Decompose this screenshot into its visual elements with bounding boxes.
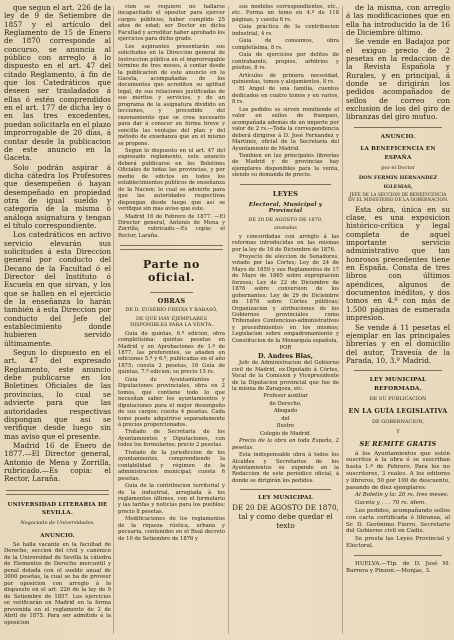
paragraph: Artículos de primera necesidad, quinientas, tomos y alojamientos, 8 rs. (232, 72, 339, 85)
paragraph: Madrid 16 de Enero de 1877.—El Director general, Antonio de Mena y Zorrilla, rubricado.—Es copia: el Rector, Laraña. (4, 440, 111, 484)
price-line: Gaceta y . . . 70 rs. idem. (355, 500, 426, 507)
column-1 (4, 4, 111, 636)
paragraph: Los pedidos, acompañando sellos con carta certificada ó libranza, al Sr. D. Gerónimo Fierro, Secretario del Gobierno civil en Cádiz. (346, 508, 450, 535)
paragraph: y concordadas con arreglo á las reformas introducidas en las mismas por la ley de 16 de Diciembre de 1876. (232, 233, 339, 253)
paragraph: Esta obra, única en su clase, es una exposicion histórico-crítica y legal completa de aquel importante servicio administrativo que tan honrosos precedentes tiene en España. Consta de tres libros con últimos apéndices, algunos de documentos inéditos, y dos tomos en 4.º con más de 1.500 páginas de esmerada impresion. (346, 204, 450, 323)
divider (6, 490, 109, 495)
leyes-anotadas: anotadas (274, 225, 297, 232)
paragraph: Se presta las Leyes Provincial y Electoral. (346, 536, 450, 549)
paragraph: de la misma, con arreglo á las modificaciones que en ella ha introducido la de 16 de Diciembre último. (346, 4, 450, 38)
price-line: Precio de la obra en toda España, 2 pesetas. (232, 438, 339, 451)
divider (150, 292, 193, 293)
paragraph: Guia de Ayuntamientos y Diputaciones provinciales, obra en 2 tomos, que contiene todo lo que necesitan saber los ayuntamientos y diputaciones para el mejor desempeño de sus cargos; cuesta 4 pesetas. Cada tomo puede adquirirse separadamente á precios proporcionados. (118, 376, 225, 429)
column-divider (113, 6, 114, 634)
paragraph: Tambien en las principales librerías de Madrid y de provincias hay ejemplares disponibles para la venta, siendo su demanda de precio. (232, 152, 339, 179)
leyes-date: DE 20 DE AGOSTO DE 1870, (248, 216, 323, 223)
y-line: Y (396, 428, 400, 435)
paragraph: Guía de ejercicios por delitos de contrabando, propios, arbitrios y pósitos, 8 rs. (232, 52, 339, 72)
author-role: Ilustre (276, 423, 295, 430)
obras-note: DE QUE HAY EJEMPLARES DISPONIBLES PARA LA VENTA. (130, 315, 213, 329)
paragraph: cion se requiere no hallarse incapacitado el opositor para ejercer cargos públicos; haber cumplido 25 años de edad; ser Doctor en dicha Facultad y acreditar haber aprobado los ejercicios para dicho grado. (118, 4, 225, 43)
divider (240, 184, 331, 185)
beneficencia-por: por el Doctor (381, 164, 415, 171)
column-2 (118, 4, 225, 636)
divider (354, 370, 442, 371)
beneficencia-title: LA BENEFICENCIA EN ESPAÑA (360, 146, 436, 161)
guia-legislativa-heading: EN LA GUÍA LEGISLATIVA (348, 407, 448, 416)
ley-reformada-heading: LEY MUNICIPAL REFORMADA. (369, 377, 427, 392)
price-line: Al Boletín y la: 20 rs. tres meses. (355, 492, 449, 499)
beneficencia-author: DON FERMIN HERNANDEZ IGLESIAS, (358, 175, 438, 190)
paragraph: Los catedráticos en activo servicio elevarán sus solicitudes á esta Direccion general por conducto del Decano de la Facultad ó el Director del Instituto ó Escuela en que sirvan, y los que se hallen en el ejercicio de la enseñanza lo harán también á esta Direccion por conducto del Jefe del establecimiento donde hubieren servido últimamente. (4, 230, 111, 348)
section-subheading: Negociado de Universidades. (20, 520, 95, 527)
paragraph: Segun lo dispuesto en el art. 47 del expresado reglamento, este anuncio deberá publicarse en los Boletines Oficiales de todas las provincias, y por medio de edictos en todos los establecimientos públicos de enseñanza de la Nacion; lo cual se advierte para que las autoridades respectivas dispongan desde luego que así se verifique sin mas aviso que este. (118, 147, 225, 213)
paragraph: Guia práctica de la contribucion industrial, 4 rs. (232, 24, 339, 37)
obras-author: DE D. EUSEBIO FREIXA Y RABASÓ, (125, 307, 218, 314)
ley-municipal-heading: LEY MUNICIPAL (258, 495, 313, 502)
paragraph: Guia de consumos, obra completísima, 8 rs. (232, 38, 339, 51)
author-role: del (281, 415, 290, 422)
publicacion-line: DE SU PUBLICACION (369, 395, 427, 402)
paragraph: Los aspirantes presentarán sus solicitudes en la Direccion general de Instruccion pública en el improrrogable término de tres meses, á contar desde la publicacion de este anuncio en la Gaceta, acompañadas de los documentos que acrediten su aptitud legal, de sus relaciones justificadas de sus méritos y servicios, y de un programa de la asignatura dividido en lecciones, y precedido del razonamiento que se crea necesario para dar á conocer en forma breve y sencilla las ventajas del plan y del método de enseñanza que en el mismo se propone. (118, 43, 225, 147)
paragraph: Tratado de Secretaría de los Ayuntamientos y Diputaciones, con todos los formularios; precio 2 pesetas. (118, 429, 225, 449)
column-divider (342, 6, 343, 634)
paragraph: Solo podrán aspirar á dicha cátedra los Profesores que desempeñen ó hayan desempeñado en propiedad otra de igual sueldo y categoría de la misma ó análoga asignatura y tengan el título correspondiente. (4, 162, 111, 230)
beneficencia-cargo: JEFE DE LA SECCION DE BENEFICENCIA EN EL MINISTERIO DE LA GOBERNACION. (347, 192, 449, 204)
paragraph: Se vende en Badajoz por el exiguo precio de 2 pesetas en la redaccion de la Revista Española y Rurales, y en principal, á donde se dirigirán los pedidos acompañados de sellos de correo con exclusion de los del giro de libranzas del giro mutuo. (346, 37, 450, 122)
remite-gratis-heading: SE REMITE GRATIS (359, 440, 437, 449)
anuncio-heading: ANUNCIO. (380, 133, 416, 140)
imprenta-line: HUELVA.—Tip. de D. José M. Barrera y Pinzon.—Monjas, 3. (346, 560, 450, 574)
obras-heading: OBRAS (157, 297, 186, 306)
author-role: de Derecho, (269, 400, 302, 407)
divider (120, 245, 223, 250)
paragraph: Proyecto de eleccion de Senadores, votado por las Córtes; Ley de 24 de Mayo de 1859 y sus Reglamentos de 17 de Mayo de 1865 sobre expropiacion forzosa; Ley de 22 de Diciembre de 1876 sobre conversion de los gobernantes; Ley de 29 de Diciembre de 1876 sobre Córtes públicas; Organizacion y atribuciones de los Gobiernos provinciales como Tribunales Contencioso-administrativos y procedimientos en los mismos; Legislacion sobre empadronamiento y Constitucion de la Monarquía española, (232, 253, 339, 344)
paragraph: Segun lo dispuesto en el art. 47 del expresado Reglamento, este anuncio debe publicarse en los Boletines Oficiales de las provincias, lo cual se advierte para que las autoridades respectivas dispongan que así se verifique desde luego sin mas aviso que el presente. (4, 348, 111, 441)
paragraph: Madrid 16 de Febrero de 1877. —El Director general, Antonio de Mena y Zorrilla, rubricado.—Es copia: el Rector, Laraña. (118, 213, 225, 239)
author-name: D. Andres Blas, (258, 351, 313, 360)
section-heading: UNIVERSIDAD LITERARIA DE SEVILLA. (7, 501, 108, 516)
anuncio-heading: ANUNCIO. (40, 532, 75, 539)
paragraph: Se vende á 11 pesetas el ejemplar en las principales librerías y en el domicilio del autor, Travesía de la Parada, 10, 3.º Madrid. (346, 322, 450, 365)
paragraph: Se halla vacante en la facultad de Derecho, seccion del civil y canónico de la Universidad de Sevilla la cátedra de Elementos de Derecho mercantil y penal dotada con el sueldo anual de 3000 pesetas, la cual se ha de proveer por oposicion con arreglo á lo dispuesto en el art. 226 de la ley de 9 de Setiembre de 1857. Los ejercicios se verificarán en Madrid en la forma prevenida en el reglamento de 2 de Abril de 1875. Para ser admitido á la oposicion (4, 541, 111, 626)
ley-municipal-tail: tal y como debe quedar el texto (238, 512, 333, 530)
gobernacion-line: DE GOBERNACION, (372, 418, 424, 425)
author-role: Abogado (273, 408, 298, 415)
paragraph: Modificaciones de los reglamentos de la riqueza rústica, urbana y pecuaria, contenidos en el Real decreto de 10 de Setiembre de 1876 y (118, 516, 225, 542)
paragraph: El Angel de una familia, cuentos dedicados en cuatro tomos y en varios, 8 rs. (232, 86, 339, 106)
author-role: Colegio de Madrid. (259, 430, 312, 437)
author-por: POR (279, 345, 292, 352)
paragraph: Tratado de la jurisdiccion de los ayuntamientos, comprendiendo la contabilidad y régimen de la administracion municipal; cuesta 6 pesetas. (118, 449, 225, 482)
paragraph: Guia de la contribucion territorial y de la industrial, arreglada á los reglamentos últimos, con el formulario y las tarifas y noticias para los pueblos; precio 8 pesetas. (118, 483, 225, 515)
paragraph: Guia de quintas, 6.ª edicion, obra completísima: quintas pesetas en Madrid y en Aprobaciones de 1.º de 1877, las preferentes, se añaden en ediciones 5.ª y 6.ª, publicadas en el año 1875; cuesta 2 pesetas, 18 Guía de quintas, 7.ª edicion; su precio 15 rs. (118, 330, 225, 376)
parte-no-oficial-heading: Parte no oficial. (143, 258, 200, 285)
paragraph: sus modelos correspondientes, etc., etc. Forma un tomo en 4.º de 118 páginas, y cuesta 6 rs. (232, 4, 339, 23)
divider (354, 555, 442, 556)
ley-municipal-date: DE 20 DE AGOSTO DE 1870, (232, 502, 339, 512)
column-4 (346, 4, 450, 636)
paragraph: que segun el art. 226 de la ley de 9 de Setiembre de 1857 y el artículo del Reglamento de 15 de Enero de 1870 corresponde al concurso, se anuncia al público con arreglo á lo dispuesto en el art. 47 del citado Reglamento, á fin de que los Catedráticos que deseen ser trasladados á ellas ó estén comprendidos en el art. 177 de dicha ley ó en las tres excedentes, puedan solicitarla en el plazo improrrogable de 20 dias, á contar desde la publicacion de este anuncio en la Gaceta. (4, 4, 111, 163)
author-role: Profesor auxiliar (263, 393, 308, 400)
paragraph: Jefe de Administracion del Gobierno civil de Madrid, ex-Diputado á Córtes, Vocal de la Comision y Vicepresidente de la Diputacion provincial que fue de la misma de Zaragoza, etc. (232, 360, 339, 393)
leyes-heading: LEYES (272, 189, 299, 198)
paragraph: Los pedidos se sirven remitiendo el valor en sellos de franqueo, acompañada además de un importe por valor de 2 rs.—Toda la correspondencia deberá dirigirse á D. José Fernandez y Martinez, oficial de la Secretaría del Ayuntamiento de Madrid. (232, 106, 339, 152)
paragraph: á los Ayuntamientos que estén suscritos á la obra ó se suscriban hasta 1.º de Febrero. Para los no suscritores, 3 reales. A los editores y libreros, 50 por 100 de descuento, pasando de diez ejemplares. (346, 450, 450, 491)
column-divider (228, 6, 229, 634)
paragraph: Esta indispensable obra á todos los Alcaldes y Secretarios de los Ayuntamientos se expende en la Redaccion de este periódico oficial, á donde se dirigirán los pedidos. (232, 452, 339, 484)
leyes-subheading: Electoral, Municipal y Provincial (248, 201, 323, 215)
column-3 (232, 4, 339, 636)
divider (240, 489, 331, 490)
divider (354, 127, 442, 128)
